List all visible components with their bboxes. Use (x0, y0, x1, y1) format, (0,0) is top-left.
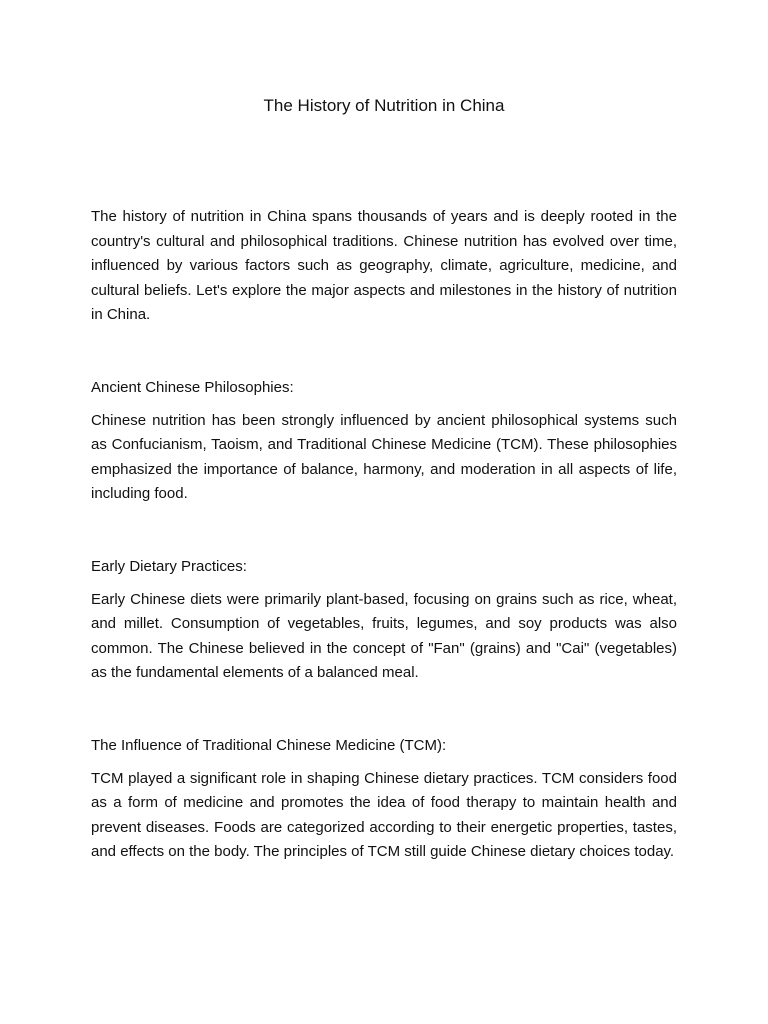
document-title: The History of Nutrition in China (263, 96, 505, 115)
section-heading-tcm: The Influence of Traditional Chinese Medicine (TCM): (91, 736, 447, 754)
intro-paragraph: The history of nutrition in China spans thousands of years and is deeply rooted in the country's cultural and philosophical traditions. Chinese nutrition has evolved over time, influenced by various factors such as geography, climate, agriculture, medicine, and cultural beliefs. Let's explore the major aspects and milestones in the history of nutrition in China. (91, 208, 677, 323)
section-body-early-diet: Early Chinese diets were primarily plant-based, focusing on grains such as rice, wheat, and millet. Consumption of vegetables, fruits, legumes, and soy products was also common. The Chinese believed in the concept of "Fan" (grains) and "Cai" (vegetables) as the fundamental elements of a balanced meal. (91, 590, 677, 681)
document-body (91, 205, 677, 865)
section-heading-early-diet: Early Dietary Practices: (91, 557, 247, 575)
section-body-tcm: TCM played a significant role in shaping Chinese dietary practices. TCM considers food as a form of medicine and promotes the idea of food therapy to maintain health and prevent diseases. Foods are categorized according to their energetic properties, tastes, and effects on the body. The principles of TCM still guide Chinese dietary choices today. (91, 769, 677, 860)
section-heading-philosophies: Ancient Chinese Philosophies: (91, 378, 294, 396)
section-body-philosophies: Chinese nutrition has been strongly influenced by ancient philosophical systems such as Confucianism, Taoism, and Traditional Chinese Medicine (TCM). These philosophies emphasized the importance of balance, harmony, and moderation in all aspects of life, including food. (91, 411, 677, 502)
